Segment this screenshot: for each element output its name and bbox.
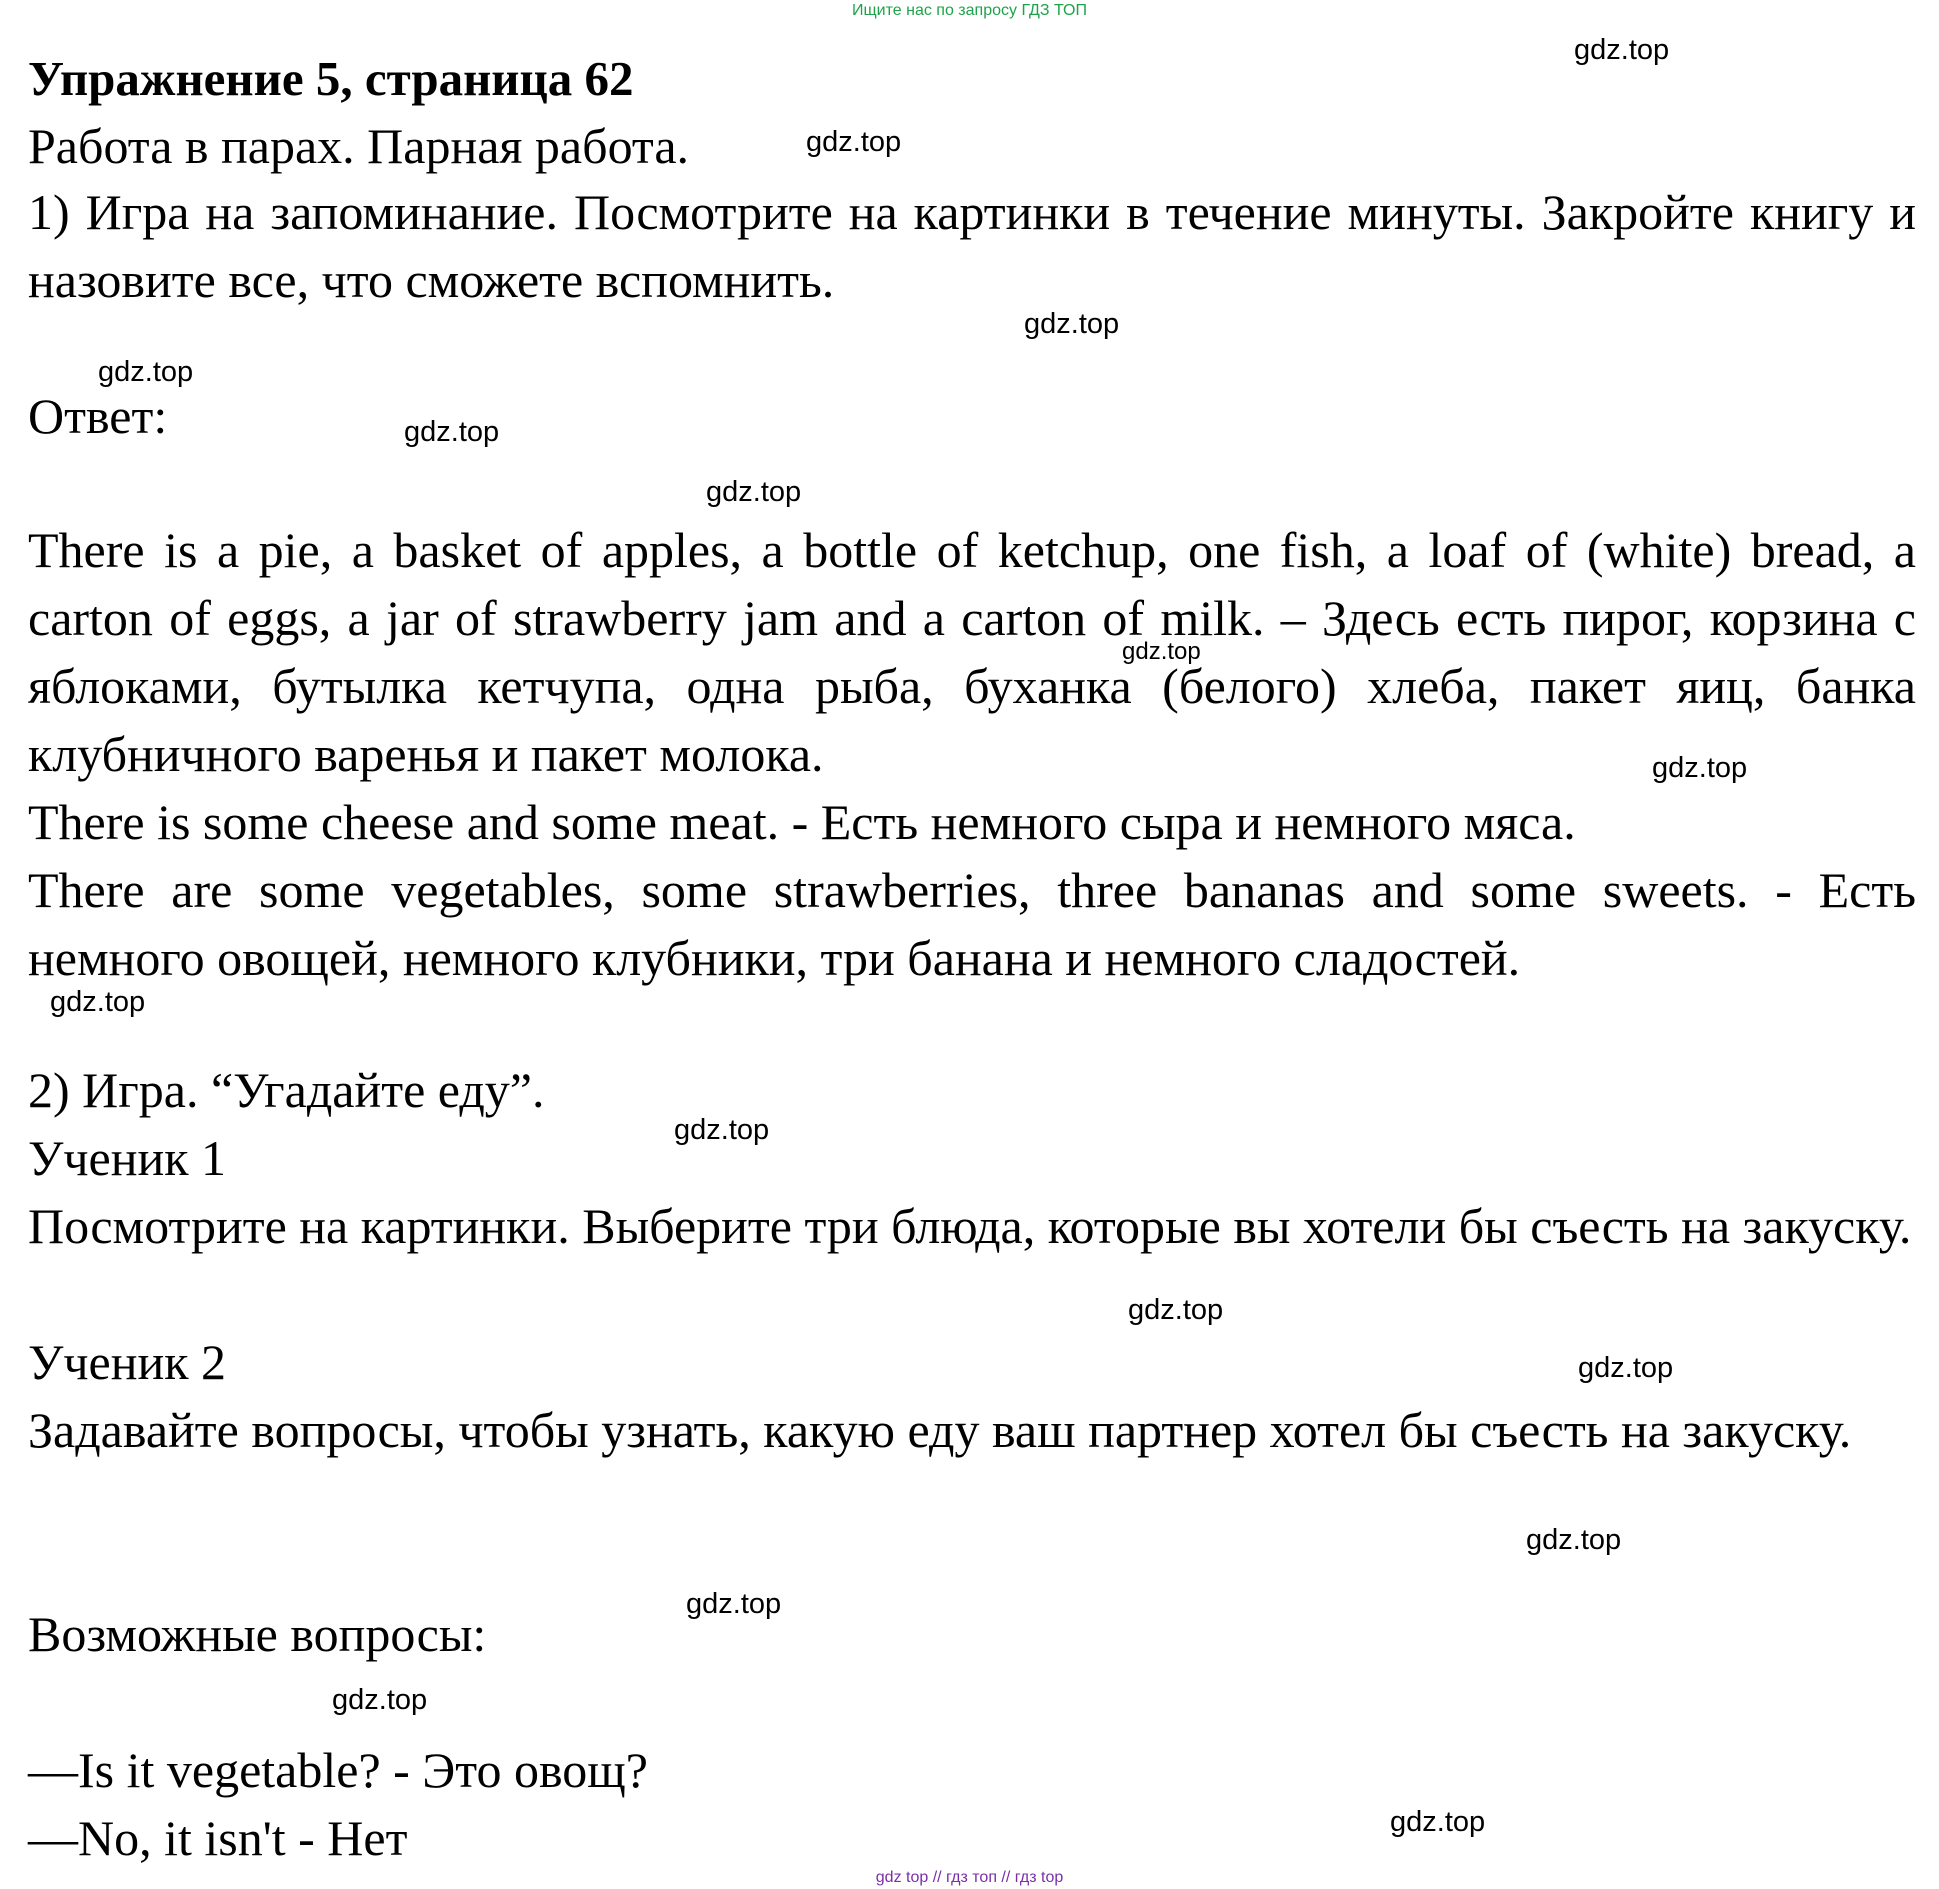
watermark: gdz.top (50, 986, 146, 1018)
watermark: gdz.top (686, 1588, 782, 1620)
watermark: gdz.top (1574, 34, 1670, 66)
watermark: gdz.top (1024, 308, 1120, 340)
bottom-banner: gdz top // гдз топ // гдз top (875, 1869, 1064, 1886)
task2-text: 2) Игра. “Угадайте еду”. (28, 1062, 545, 1118)
watermark: gdz.top (332, 1684, 428, 1716)
questions-label: Возможные вопросы: (28, 1606, 487, 1662)
watermark: gdz.top (1128, 1294, 1224, 1326)
watermark: gdz.top (1578, 1352, 1674, 1384)
top-banner: Ищите нас по запросу ГДЗ ТОП (852, 2, 1087, 19)
watermark: gdz.top (1390, 1806, 1486, 1838)
watermark: gdz.top (1526, 1524, 1622, 1556)
question-2: —No, it isn't - Нет (28, 1810, 408, 1866)
watermark: gdz.top (404, 416, 500, 448)
page-title: Упражнение 5, страница 62 (28, 51, 634, 106)
task1-text: 1) Игра на запоминание. Посмотрите на картинки в течение минуты. Закройте книгу и назовите все, что сможете вспомнить. (28, 184, 1916, 308)
student2-label: Ученик 2 (28, 1334, 227, 1390)
watermark: gdz.top (98, 356, 194, 388)
answer-paragraph-3: There are some vegetables, some strawberries, three bananas and some sweets. - Есть немного овощей, немного клубники, три банана и немного сладостей. (28, 862, 1916, 986)
student1-label: Ученик 1 (28, 1130, 227, 1186)
answer-paragraph-2: There is some cheese and some meat. - Есть немного сыра и немного мяса. (28, 794, 1576, 850)
watermark: gdz.top (674, 1114, 770, 1146)
watermark: gdz.top (706, 476, 802, 508)
subtitle: Работа в парах. Парная работа. (28, 118, 690, 174)
student1-text: Посмотрите на картинки. Выберите три блюда, которые вы хотели бы съесть на закуску. (28, 1198, 1912, 1254)
watermark: gdz.top (1122, 638, 1201, 665)
student2-text: Задавайте вопросы, чтобы узнать, какую еду ваш партнер хотел бы съесть на закуску. (28, 1402, 1852, 1458)
answer-label: Ответ: (28, 388, 168, 444)
question-1: —Is it vegetable? - Это овощ? (28, 1742, 648, 1798)
watermark: gdz.top (806, 126, 902, 158)
watermark: gdz.top (1652, 752, 1748, 784)
answer-paragraph-1: There is a pie, a basket of apples, a bottle of ketchup, one fish, a loaf of (white) bread, a carton of eggs, a jar of strawberry jam and a carton of milk. – Здесь есть пирог, корзина с яблоками, бутылка кетчупа, одна рыба, буханка (белого) хлеба, пакет яиц, банка клубничного варенья и пакет молока. (28, 522, 1916, 782)
